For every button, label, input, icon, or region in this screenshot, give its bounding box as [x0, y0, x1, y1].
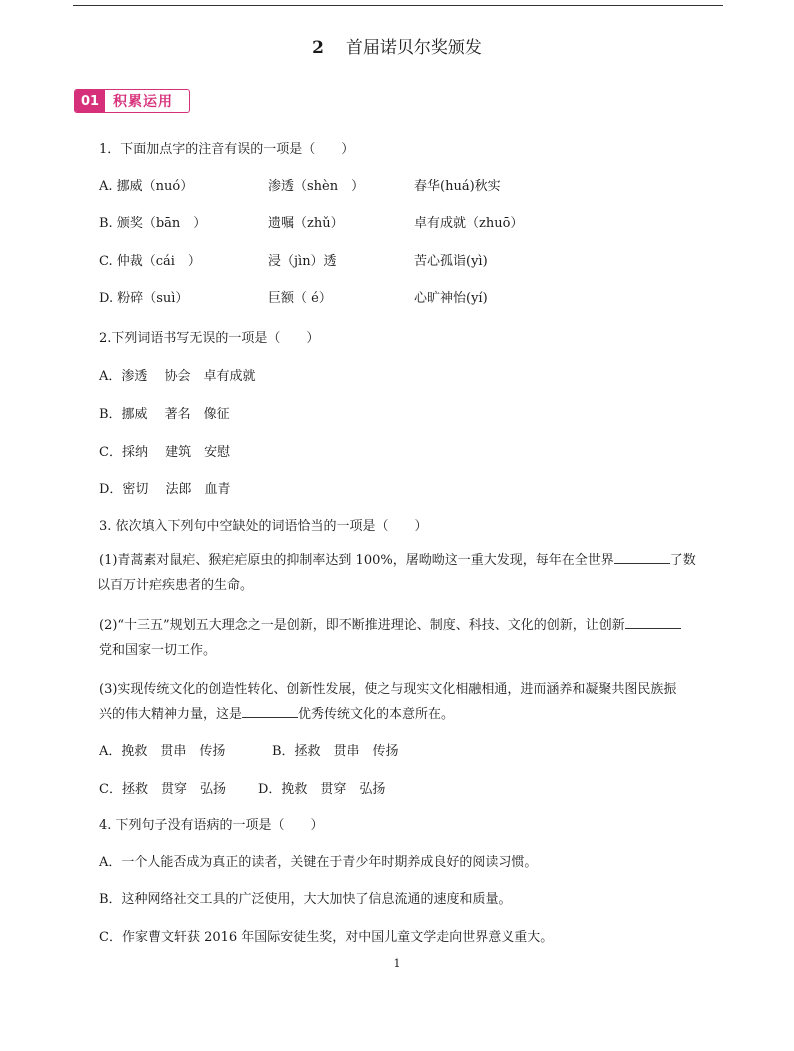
- q3-option-c: C．拯救 贯穿 弘扬: [99, 782, 226, 797]
- q1-option-d: D. 粉碎（suì）: [99, 291, 189, 306]
- q1-stem: 1．下面加点字的注音有误的一项是（ ）: [99, 142, 355, 157]
- q3-option-d: D．挽救 贯穿 弘扬: [258, 782, 386, 797]
- q1-option-a-word2: 渗透（shèn ）: [268, 179, 365, 194]
- q1-option-a-word3: 春华(huá)秋实: [414, 179, 501, 194]
- q3-sentence-2: (2)“十三五”规划五大理念之一是创新，即不断推进理论、制度、科技、文化的创新，让创新 党和国家一切工作。: [99, 613, 724, 663]
- lesson-number: 2: [312, 38, 324, 58]
- q3-option-a: A．挽救 贯串 传扬: [99, 744, 226, 759]
- page-number: 1: [393, 957, 401, 970]
- q1-option-c-word2: 浸（jìn）透: [268, 254, 337, 269]
- q3-blank-2: [625, 614, 681, 629]
- q1-option-c: C. 仲裁（cái ）: [99, 254, 201, 269]
- q4-option-b: B．这种网络社交工具的广泛使用，大大加快了信息流通的速度和质量。: [99, 892, 512, 907]
- q1-option-b-word2: 遗嘱（zhǔ）: [268, 216, 344, 231]
- section-badge-label: 积累运用: [113, 94, 173, 110]
- q4-option-a: A．一个人能否成为真正的读者，关键在于青少年时期养成良好的阅读习惯。: [99, 855, 538, 870]
- q3-blank-3: [242, 703, 298, 718]
- q3-stem: 3. 依次填入下列句中空缺处的词语恰当的一项是（ ）: [99, 519, 428, 534]
- q3-sentence-3: (3)实现传统文化的创造性转化、创新性发展，使之与现实文化相融相通，进而涵养和凝聚共图民族振 兴的伟大精神力量，这是 优秀传统文化的本意所在。: [99, 682, 677, 722]
- q1-option-b-word3: 卓有成就（zhuō）: [414, 216, 524, 231]
- q1-option-d-word2: 巨额（ é）: [268, 291, 332, 306]
- lesson-title: 首届诺贝尔奖颁发: [345, 38, 482, 58]
- q2-option-d: D．密切 法郎 血青: [99, 482, 231, 497]
- q1-option-d-word3: 心旷神怡(yí): [414, 291, 488, 306]
- q2-stem: 2.下列词语书写无误的一项是（ ）: [99, 331, 320, 346]
- q2-option-b: B．挪威 著名 像征: [99, 407, 230, 422]
- q1-option-b: B. 颁奖（bān ）: [99, 216, 207, 231]
- page-title: [0, 33, 794, 58]
- q4-stem: 4. 下列句子没有语病的一项是（ ）: [99, 818, 324, 833]
- q3-sentence-1: (1)青蒿素对鼠疟、猴疟疟原虫的抑制率达到 100%，屠呦呦这一重大发现，每年在全世界 了数 以百万计疟疾患者的生命。: [99, 548, 724, 598]
- q2-option-a: A．渗透 协会 卓有成就: [99, 369, 256, 384]
- header-rule: [73, 5, 723, 6]
- q3-blank-1: [614, 549, 670, 564]
- q4-option-c: C．作家曹文轩获 2016 年国际安徒生奖，对中国儿童文学走向世界意义重大。: [99, 930, 554, 945]
- section-badge-number: 01: [75, 90, 105, 112]
- q3-option-b: B．拯救 贯串 传扬: [272, 744, 399, 759]
- section-badge: [74, 89, 190, 113]
- q2-option-c: C．採纳 建筑 安慰: [99, 445, 231, 460]
- q1-option-a: A. 挪威（nuó）: [99, 179, 194, 194]
- q1-option-c-word3: 苦心孤诣(yì): [414, 254, 488, 269]
